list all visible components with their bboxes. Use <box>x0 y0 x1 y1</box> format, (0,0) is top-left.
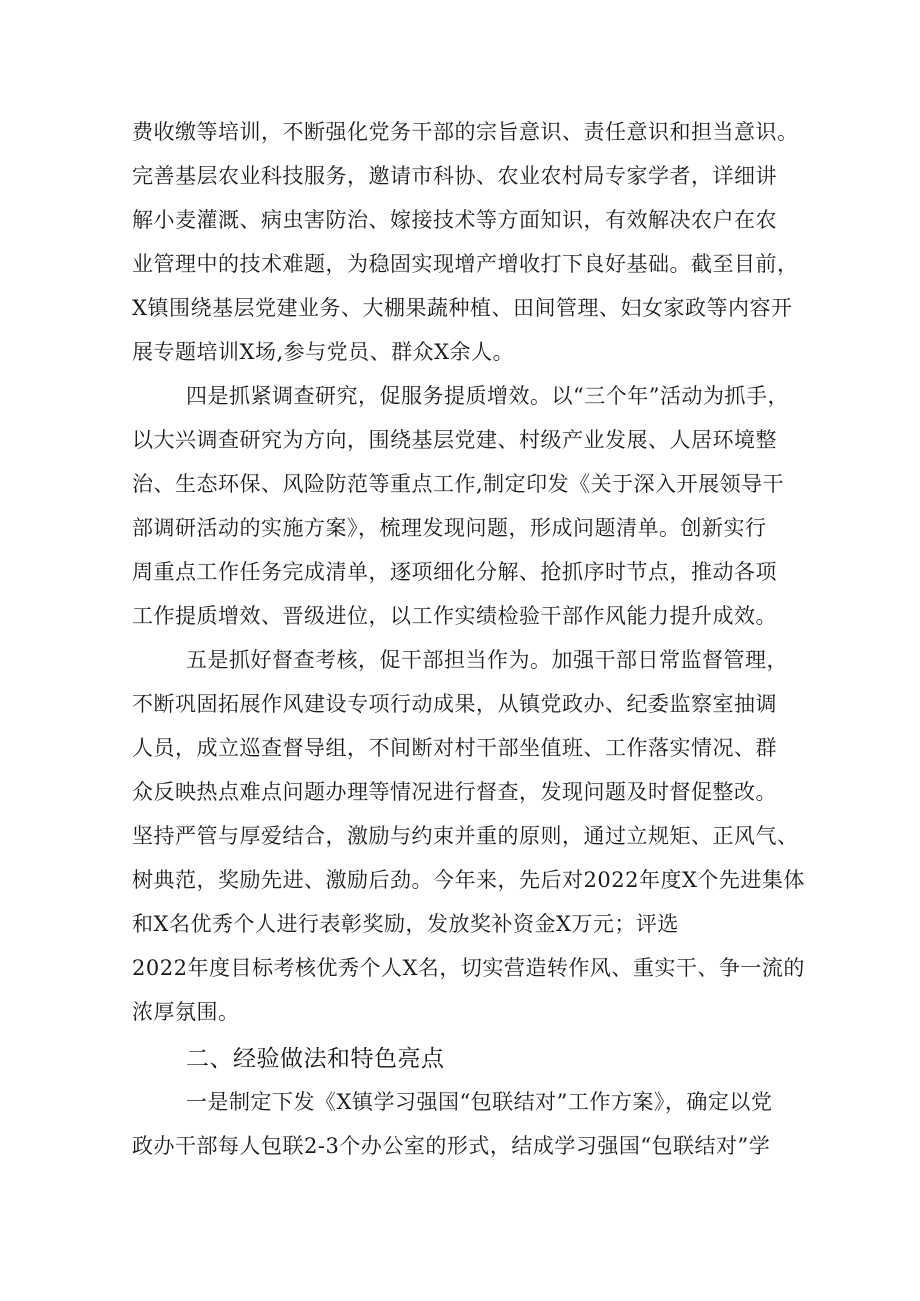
paragraph-line: 人员，成立巡查督导组，不间断对村干部坐值班、工作落实情况、群 <box>132 736 777 760</box>
paragraph-line: 不断巩固拓展作风建设专项行动成果，从镇党政办、纪委监察室抽调 <box>132 692 777 716</box>
paragraph-line: 一是制定下发《X镇学习强国“包联结对”工作方案》，确定以党 <box>186 1090 773 1114</box>
paragraph-line: 展专题培训X场,参与党员、群众X余人。 <box>132 340 515 364</box>
section-heading: 二、经验做法和特色亮点 <box>186 1046 445 1072</box>
paragraph-line: 和X名优秀个人进行表彰奖励，发放奖补资金X万元；评选 <box>132 912 679 936</box>
paragraph-line: 治、生态环保、风险防范等重点工作,制定印发《关于深入开展领导干 <box>132 472 785 496</box>
paragraph-line: 2022年度目标考核优秀个人X名，切实营造转作风、重实干、争一流的 <box>132 956 805 980</box>
paragraph-line: 众反映热点难点问题办理等情况进行督查，发现问题及时督促整改。 <box>132 780 777 804</box>
paragraph-line: 周重点工作任务完成清单，逐项细化分解、抢抓序时节点，推动各项 <box>132 560 777 584</box>
paragraph-line: 政办干部每人包联2-3个办公室的形式，结成学习强国“包联结对”学 <box>132 1134 771 1158</box>
paragraph-line: 完善基层农业科技服务，邀请市科协、农业农村局专家学者，详细讲 <box>132 164 777 188</box>
paragraph-line: X镇围绕基层党建业务、大棚果蔬种植、田间管理、妇女家政等内容开 <box>132 296 793 320</box>
paragraph-line: 业管理中的技术难题，为稳固实现增产增收打下良好基础。截至目前， <box>132 252 799 276</box>
paragraph-line: 以大兴调查研究为方向，围绕基层党建、村级产业发展、人居环境整 <box>132 428 777 452</box>
paragraph-line: 部调研活动的实施方案》，梳理发现问题，形成问题清单。创新实行 <box>132 516 767 540</box>
paragraph-line: 五是抓好督查考核，促干部担当作为。加强干部日常监督管理， <box>186 648 788 672</box>
paragraph-line: 浓厚氛围。 <box>132 1000 240 1024</box>
paragraph-line: 树典范，奖励先进、激励后劲。今年来，先后对2022年度X个先进集体 <box>132 868 805 892</box>
paragraph-line: 四是抓紧调查研究，促服务提质增效。以“三个年”活动为抓手， <box>186 384 789 408</box>
paragraph-line: 费收缴等培训，不断强化党务干部的宗旨意识、责任意识和担当意识。 <box>132 120 799 144</box>
paragraph-line: 坚持严管与厚爱结合，激励与约束并重的原则，通过立规矩、正风气、 <box>132 824 799 848</box>
paragraph-line: 解小麦灌溉、病虫害防治、嫁接技术等方面知识，有效解决农户在农 <box>132 208 777 232</box>
paragraph-line: 工作提质增效、晋级进位，以工作实绩检验干部作风能力提升成效。 <box>132 604 777 628</box>
